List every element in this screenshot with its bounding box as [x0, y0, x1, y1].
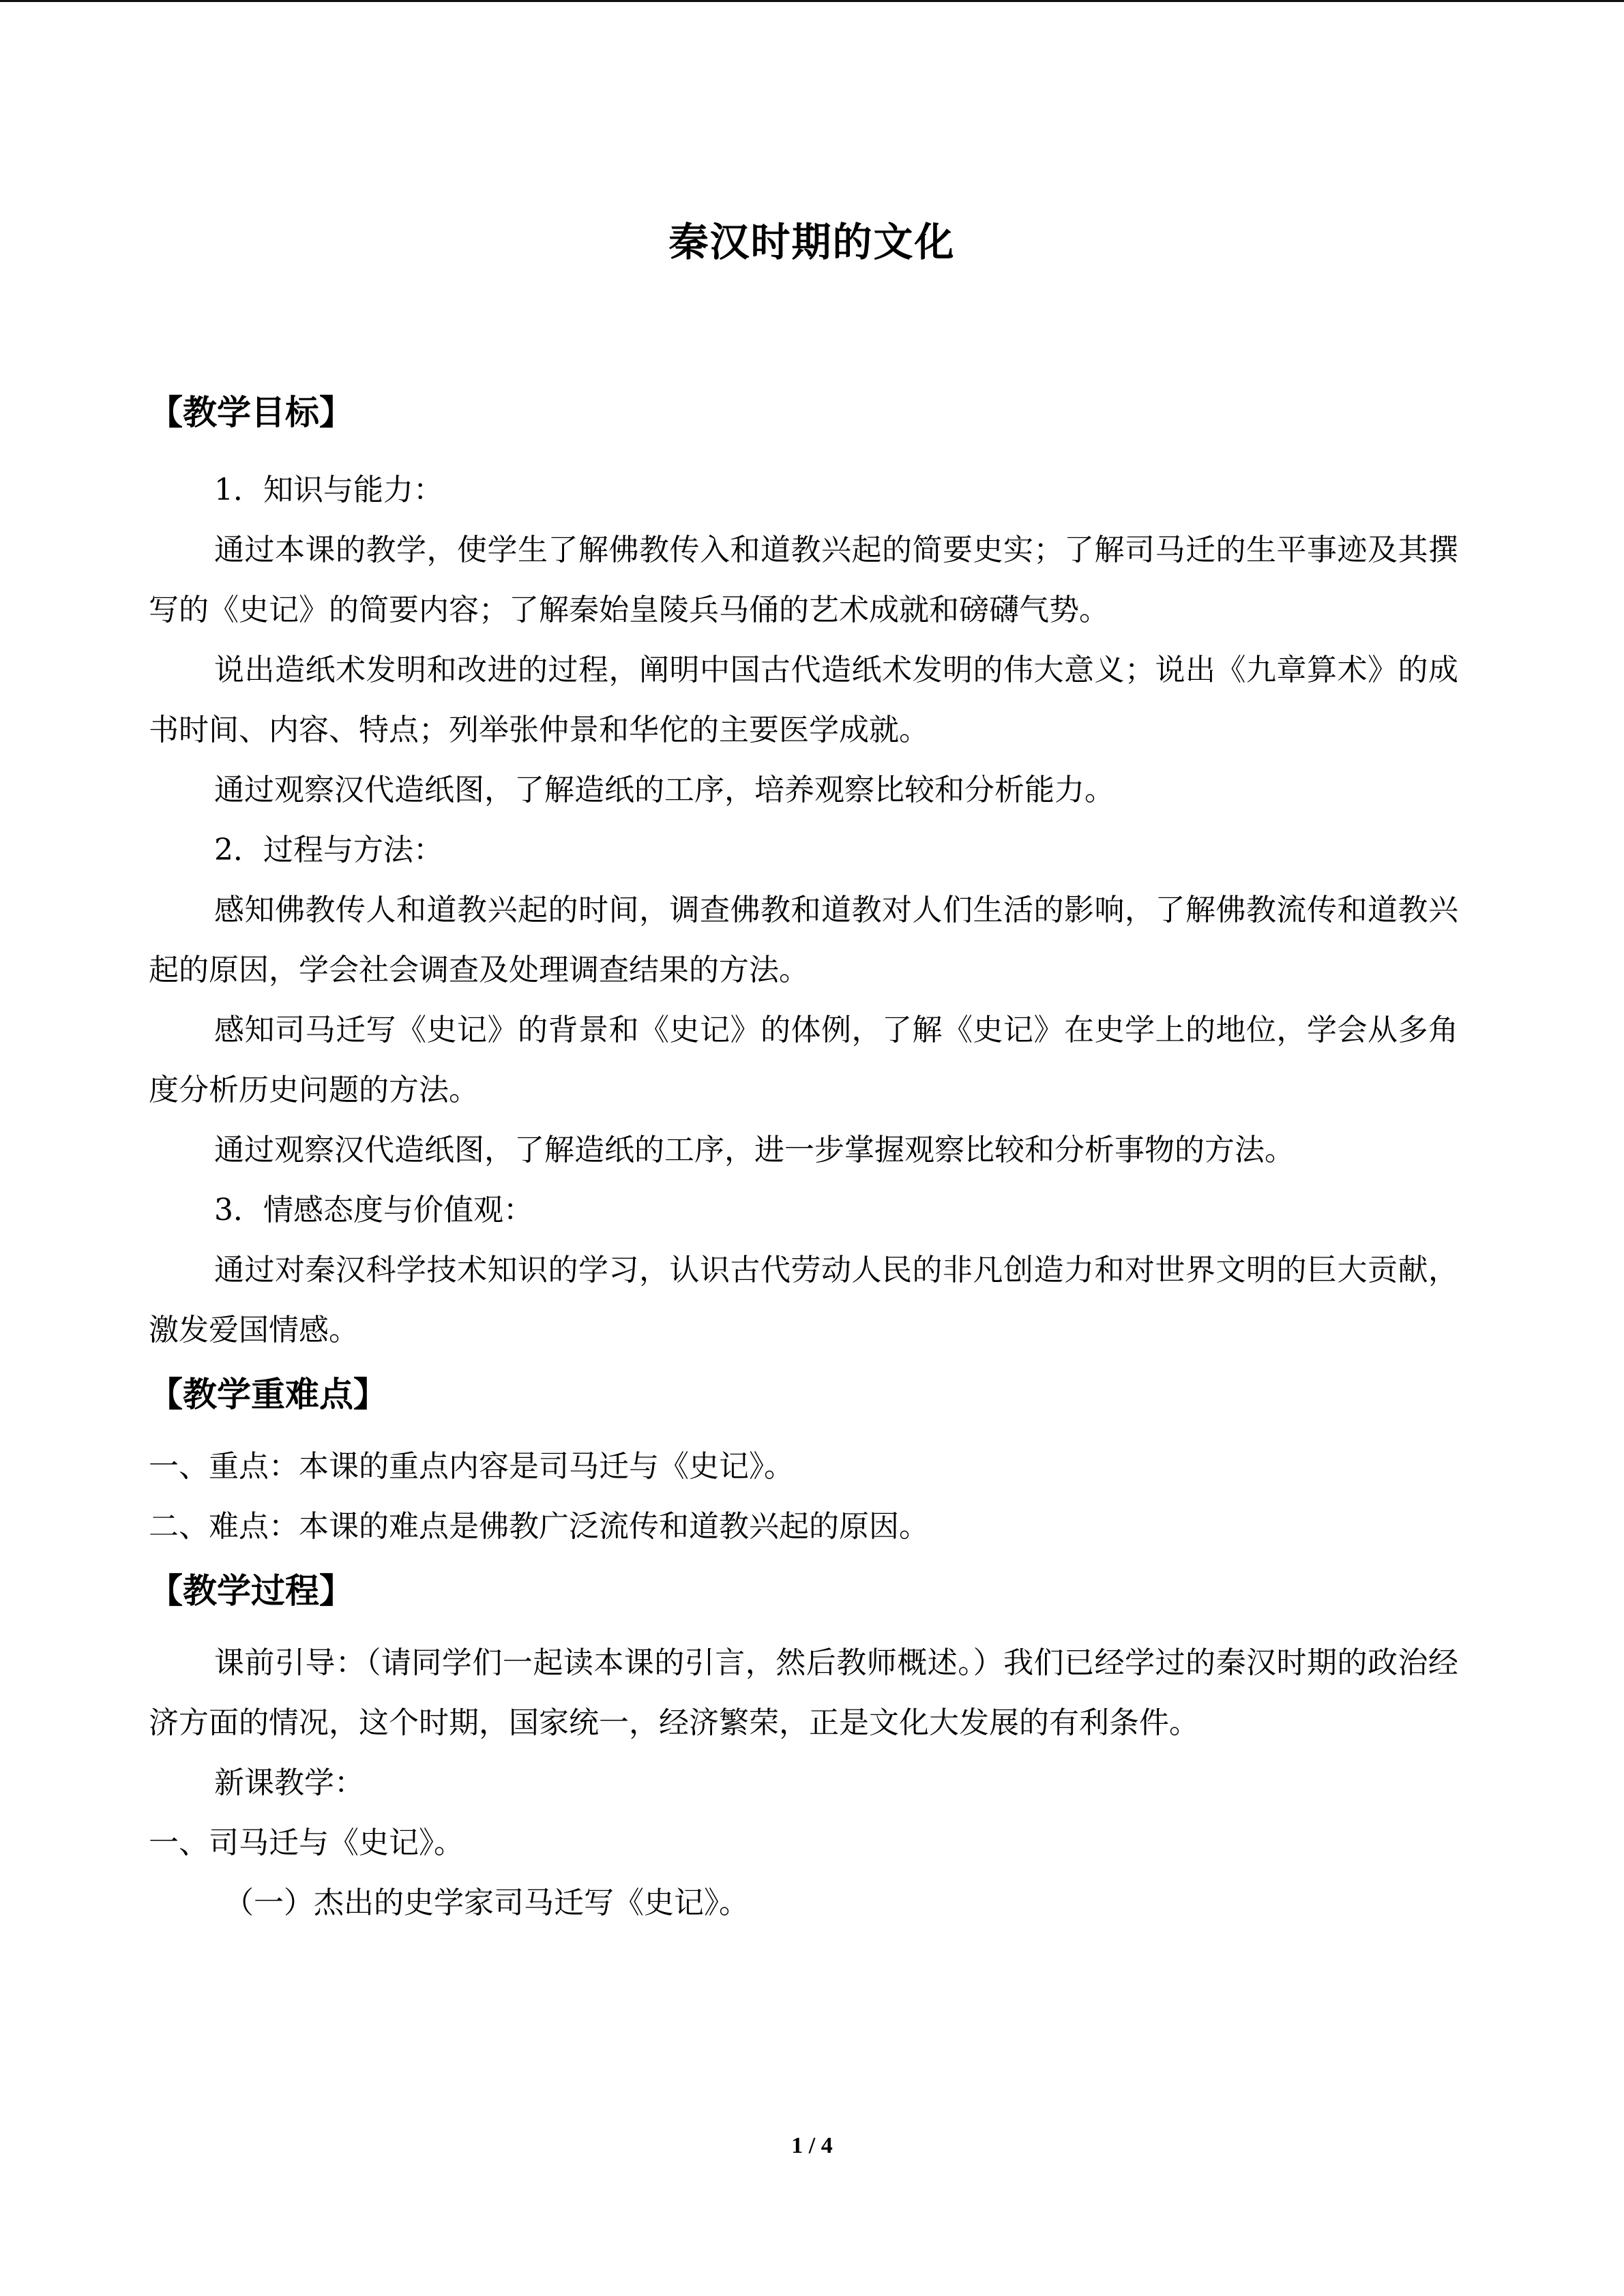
- paragraph: （一）杰出的史学家司马迁写《史记》。: [224, 1885, 749, 1920]
- paragraph: 一、重点：本课的重点内容是司马迁与《史记》。: [149, 1449, 794, 1484]
- document-body: [149, 378, 1458, 1933]
- paragraph: 通过对秦汉科学技术知识的学习，认识古代劳动人民的非凡创造力和对世界文明的巨大贡献，激发爱国情感。: [149, 1253, 1458, 1347]
- paragraph: 课前引导：（请同学们一起读本课的引言，然后教师概述。）我们已经学过的秦汉时期的政治经济方面的情况，这个时期，国家统一，经济繁荣，正是文化大发展的有利条件。: [149, 1645, 1458, 1740]
- page-number: 1 / 4: [791, 2133, 833, 2158]
- paragraph: 感知司马迁写《史记》的背景和《史记》的体例，了解《史记》在史学上的地位，学会从多角度分析历史问题的方法。: [149, 1013, 1458, 1107]
- document-title: 秦汉时期的文化: [668, 219, 956, 265]
- paragraph: 新课教学：: [214, 1765, 364, 1800]
- top-border-rule: [0, 0, 1624, 2]
- paragraph: 二、难点：本课的难点是佛教广泛流传和道教兴起的原因。: [149, 1509, 929, 1544]
- paragraph: 通过本课的教学，使学生了解佛教传入和道教兴起的简要史实；了解司马迁的生平事迹及其撰写的《史记》的简要内容；了解秦始皇陵兵马俑的艺术成就和磅礴气势。: [149, 533, 1458, 627]
- paragraph: 3．情感态度与价值观：: [214, 1193, 533, 1227]
- section-heading-objectives: 【教学目标】: [149, 392, 353, 432]
- paragraph: 说出造纸术发明和改进的过程，阐明中国古代造纸术发明的伟大意义；说出《九章算术》的成书时间、内容、特点；列举张仲景和华佗的主要医学成就。: [149, 653, 1458, 747]
- paragraph: 感知佛教传人和道教兴起的时间，调查佛教和道教对人们生活的影响，了解佛教流传和道教兴起的原因，学会社会调查及处理调查结果的方法。: [149, 893, 1458, 987]
- paragraph: 通过观察汉代造纸图，了解造纸的工序，进一步掌握观察比较和分析事物的方法。: [214, 1133, 1295, 1167]
- paragraph: 1．知识与能力：: [214, 473, 443, 507]
- paragraph: 2．过程与方法：: [214, 833, 443, 867]
- section-heading-key-points: 【教学重难点】: [149, 1374, 387, 1414]
- spacer: [149, 1625, 1458, 1633]
- section-heading-process: 【教学过程】: [149, 1570, 353, 1611]
- spacer: [149, 1429, 1458, 1437]
- paragraph: 一、司马迁与《史记》。: [149, 1825, 464, 1860]
- paragraph: 通过观察汉代造纸图，了解造纸的工序，培养观察比较和分析能力。: [214, 773, 1114, 807]
